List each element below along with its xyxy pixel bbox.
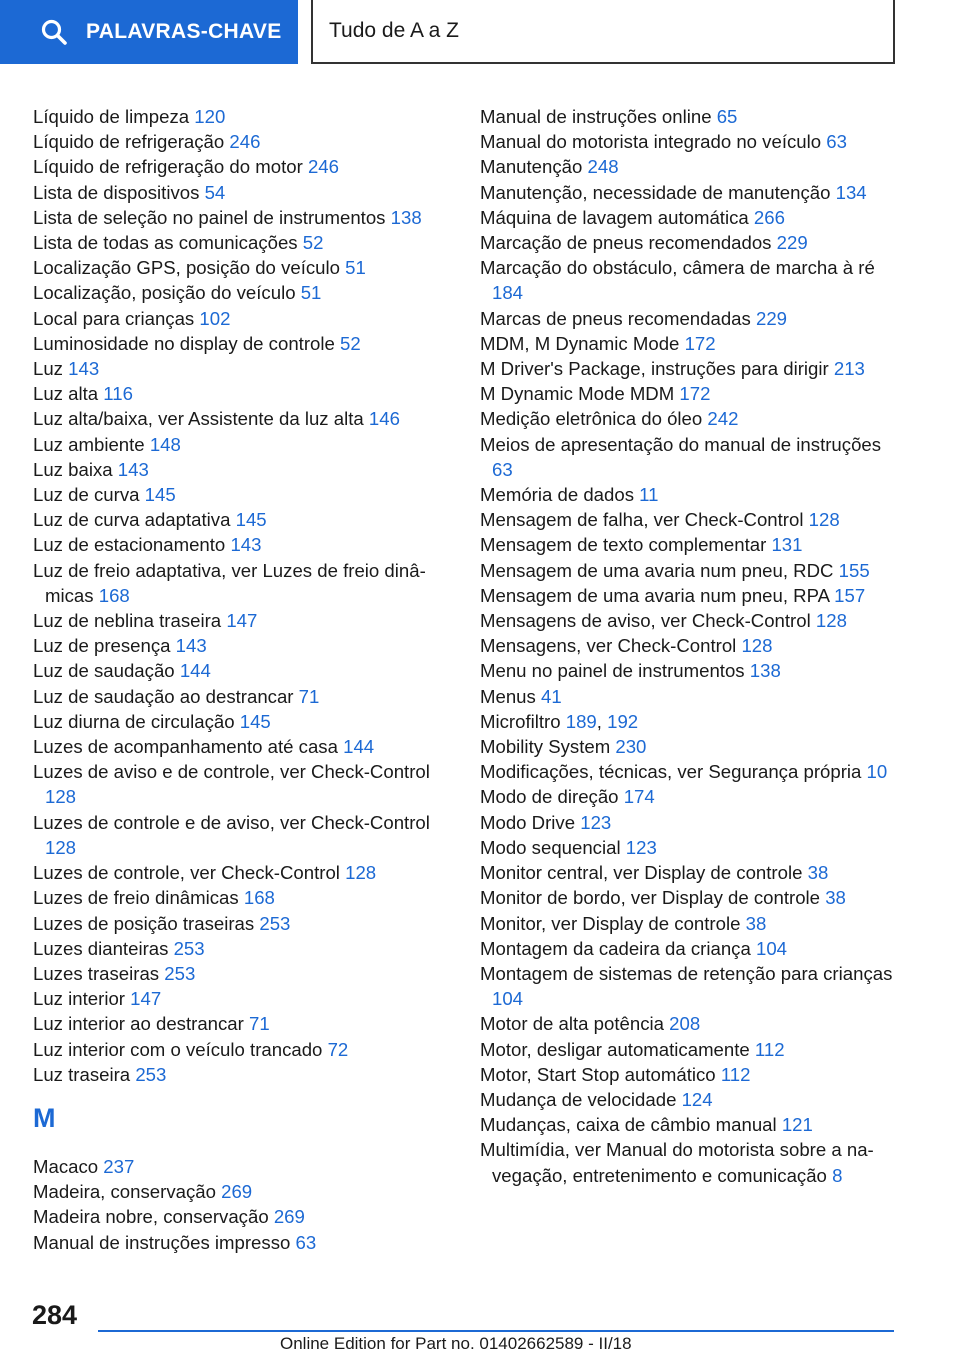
page-link[interactable]: 248 (587, 156, 619, 178)
index-list-m (33, 1154, 453, 1255)
page-link[interactable]: 253 (173, 937, 205, 959)
index-entry (33, 457, 453, 482)
index-entry-term: Luzes de freio dinâmicas (33, 887, 239, 909)
index-entry-term: Motor, Start Stop automático (480, 1063, 716, 1085)
page-link[interactable]: 253 (164, 962, 196, 984)
index-entry (33, 1154, 453, 1179)
index-entry-term: Lista de dispositivos (33, 181, 200, 203)
page-link[interactable]: 172 (679, 383, 711, 405)
index-entry (480, 558, 900, 583)
page-link[interactable]: 38 (745, 912, 767, 934)
page-link[interactable]: 128 (45, 836, 77, 858)
page-link[interactable]: 138 (390, 206, 422, 228)
index-entry (33, 1062, 453, 1087)
page-link[interactable]: 10 (866, 761, 888, 783)
index-entry-term: Localização GPS, posição do veículo (33, 257, 340, 279)
index-entry (33, 205, 453, 230)
page-link[interactable]: 51 (345, 257, 366, 279)
index-entry (480, 633, 900, 658)
index-entry (480, 255, 900, 305)
page-link[interactable]: 229 (755, 307, 788, 329)
index-entry (480, 1112, 900, 1137)
section-letter: M (33, 1102, 56, 1133)
index-entry (480, 154, 900, 179)
page-link[interactable]: 229 (776, 232, 808, 254)
index-entry-term: Manual do motorista integrado no veículo (480, 131, 822, 153)
index-entry (33, 532, 453, 557)
index-entry (33, 356, 453, 381)
index-entry (480, 104, 900, 129)
page-link[interactable]: 52 (302, 232, 324, 254)
index-entry-term: Luz traseira (33, 1063, 131, 1085)
page-number: 284 (32, 1300, 78, 1330)
index-entry-term: Luz de freio adaptativa, ver Luzes de freio dinâmicas (33, 559, 426, 606)
index-entry (480, 810, 900, 835)
index-entry-term: Modo de direção (480, 786, 619, 808)
index-entry-term: Luz de curva adaptativa (33, 509, 231, 531)
page-link[interactable]: 174 (623, 786, 655, 808)
index-entry (33, 406, 453, 431)
index-entry-term: Marcas de pneus recomendadas (480, 307, 751, 329)
footer-edition-text: Online Edition for Part no. 01402662589 - II/18 (280, 1334, 632, 1353)
index-entry (33, 381, 453, 406)
index-entry (33, 558, 453, 608)
index-entry-term: Luz interior ao destrancar (33, 1013, 244, 1035)
index-entry (480, 885, 900, 910)
index-entry (480, 608, 900, 633)
index-entry-term: Luz baixa (33, 458, 113, 480)
index-entry (480, 306, 900, 331)
index-entry-term: Modo sequencial (480, 836, 621, 858)
index-entry (33, 129, 453, 154)
page-link[interactable]: 63 (295, 1231, 317, 1253)
index-entry-term: Líquido de limpeza (33, 106, 190, 127)
index-entry-term: Motor de alta potência (480, 1013, 664, 1035)
index-entry-term: Luz de saudação (33, 660, 175, 682)
index-entry (33, 1179, 453, 1204)
index-entry-term: Manual de instruções impresso (33, 1231, 291, 1253)
index-entry-term: Marcação do obstáculo, câmera de marcha à ré (480, 257, 875, 279)
page-link[interactable]: 184 (492, 282, 524, 304)
index-entry-term: Madeira nobre, conservação (33, 1206, 269, 1228)
index-entry (480, 180, 900, 205)
page-link[interactable]: 253 (259, 912, 291, 934)
index-entry-term: Modificações, técnicas, ver Segurança própria (480, 761, 862, 783)
index-entry (480, 432, 900, 482)
page-link[interactable]: 41 (540, 685, 562, 707)
index-entry-term: Luz diurna de circulação (33, 710, 235, 732)
index-entry-term: Mobility System (480, 736, 611, 758)
page-link[interactable]: 120 (194, 106, 226, 127)
index-entry (480, 961, 900, 1011)
index-entry-term: Monitor central, ver Display de controle (480, 862, 803, 884)
page-link[interactable]: 72 (327, 1038, 349, 1060)
index-entry-term: Luz alta/baixa, ver Assistente da luz alta (33, 408, 364, 430)
tab-bar (0, 0, 960, 66)
page-link[interactable]: 246 (229, 131, 261, 153)
index-entry (480, 532, 900, 557)
index-entry-term: Manutenção (480, 156, 583, 178)
page-link[interactable]: 52 (340, 332, 361, 354)
index-entry-term: Líquido de refrigeração do motor (33, 156, 303, 178)
index-entry (33, 507, 453, 532)
index-entry (480, 1037, 900, 1062)
index-entry (480, 684, 900, 709)
index-entry-term: Medição eletrônica do óleo (480, 408, 703, 430)
page-link[interactable]: 128 (815, 610, 847, 632)
tab-keywords-label: PALAVRAS-CHAVE (86, 20, 282, 43)
index-entry (33, 255, 453, 280)
index-entry (480, 1087, 900, 1112)
index-entry-term: Líquido de refrigeração (33, 131, 225, 153)
page-link[interactable]: 143 (230, 534, 262, 556)
page-link[interactable]: 143 (175, 635, 207, 657)
page-link[interactable]: 112 (720, 1063, 751, 1085)
index-entry: Microfiltro 189, 192 (480, 710, 639, 732)
index-entry (480, 784, 900, 809)
index-entry-term: Monitor, ver Display de controle (480, 912, 741, 934)
page-link[interactable]: 63 (826, 131, 847, 153)
index-entry-term: Luz de estacionamento (33, 534, 226, 556)
index-entry (33, 633, 453, 658)
index-entry (33, 709, 453, 734)
page-link[interactable]: 102 (199, 307, 231, 329)
index-entry (33, 482, 453, 507)
index-entry (33, 936, 453, 961)
index-entry-term: Multimídia, ver Manual do motorista sobre a navegação, entretenimento e comunicação (480, 1139, 874, 1186)
page-link[interactable]: 168 (243, 887, 275, 909)
index-entry (33, 104, 453, 129)
index-entry-term: Memória de dados (480, 484, 634, 506)
page-link[interactable]: 123 (625, 836, 657, 858)
page-link[interactable]: 123 (580, 811, 612, 833)
page-link[interactable]: 230 (615, 736, 647, 758)
index-entry (480, 1137, 900, 1187)
page-link[interactable]: 128 (45, 786, 77, 808)
index-entry (480, 507, 900, 532)
index-entry-term: Luzes de aviso e de controle, ver Check-Control (33, 761, 430, 783)
index-entry-term: Máquina de lavagem automática (480, 206, 749, 228)
index-entry-term: Luz ambiente (33, 433, 145, 455)
page-link[interactable]: 147 (130, 988, 162, 1010)
index-entry (33, 684, 453, 709)
index-entry-term: Localização, posição do veículo (33, 282, 296, 304)
index-entry-term: Manutenção, necessidade de manutenção (480, 181, 831, 203)
page-link[interactable]: 8 (832, 1164, 843, 1186)
index-entry-term: Lista de seleção no painel de instrumentos (33, 206, 386, 228)
tab-keywords[interactable] (0, 0, 298, 64)
page-link[interactable]: 208 (669, 1013, 701, 1035)
index-entry-term: Modo Drive (480, 811, 576, 833)
index-entry-term: Luz de saudação ao destrancar (33, 685, 294, 707)
page-link[interactable]: 112 (754, 1038, 785, 1060)
page-link[interactable]: 134 (835, 181, 867, 203)
page-link[interactable]: 11 (639, 484, 659, 506)
page-link[interactable]: 116 (103, 383, 133, 405)
footer-rule (98, 1330, 894, 1332)
index-entry (33, 180, 453, 205)
page-link[interactable]: 144 (343, 736, 375, 758)
page-link[interactable]: 172 (684, 332, 716, 354)
index-entry (33, 331, 453, 356)
index-entry (33, 885, 453, 910)
page-link[interactable]: 104 (755, 937, 788, 959)
index-entry (33, 1230, 453, 1255)
index-entry (480, 734, 900, 759)
index-entry-term: Menus (480, 685, 536, 707)
index-list-m-continued (480, 104, 900, 1188)
page-link[interactable]: 143 (117, 458, 149, 480)
index-entry-term: Local para crianças (33, 307, 195, 329)
index-entry-term: Montagem de sistemas de retenção para crianças (480, 962, 893, 984)
index-entry-term: M Dynamic Mode MDM (480, 383, 675, 405)
index-entry (33, 1204, 453, 1229)
page-link[interactable]: 189 (565, 710, 597, 732)
page-link[interactable]: 168 (98, 584, 130, 606)
page-link[interactable]: 155 (838, 559, 870, 581)
page-link[interactable]: 128 (741, 635, 773, 657)
index-entry (33, 860, 453, 885)
index-entry-term: Meios de apresentação do manual de instruções (480, 433, 882, 455)
index-entry-term: Microfiltro (480, 710, 561, 732)
index-entry (33, 734, 453, 759)
index-entry (480, 658, 900, 683)
index-entry (33, 1037, 453, 1062)
tab-a-to-z[interactable]: Tudo de A a Z (311, 0, 895, 64)
index-entry (480, 406, 900, 431)
page-link[interactable]: 128 (808, 509, 840, 531)
index-entry-term: Luz interior com o veículo trancado (33, 1038, 323, 1060)
index-entry (480, 860, 900, 885)
index-entry-term: Mensagem de texto complementar (480, 534, 767, 556)
page-link[interactable]: 145 (239, 710, 271, 732)
index-entry (480, 1062, 900, 1087)
index-entry (480, 1011, 900, 1036)
page-link[interactable]: 38 (825, 887, 846, 909)
index-entry-term: Marcação de pneus recomendados (480, 232, 772, 254)
index-entry-term: Luz de neblina traseira (33, 610, 222, 632)
page-link[interactable]: 124 (681, 1088, 713, 1110)
page-link[interactable]: 104 (492, 988, 524, 1010)
page-link[interactable]: 143 (68, 358, 100, 380)
index-entry-term: Mensagem de uma avaria num pneu, RPA (480, 584, 829, 606)
page-link[interactable]: 71 (249, 1013, 270, 1035)
index-entry-term: Madeira, conservação (33, 1181, 216, 1203)
index-entry-term: Monitor de bordo, ver Display de controle (480, 887, 821, 909)
page-link[interactable]: 242 (707, 408, 739, 430)
index-entry (480, 911, 900, 936)
index-entry-term: MDM, M Dynamic Mode (480, 332, 680, 354)
page-link[interactable]: 128 (345, 862, 377, 884)
index-entry-term: Luz interior (33, 988, 125, 1010)
index-entry (33, 608, 453, 633)
index-entry (33, 154, 453, 179)
page-link[interactable]: 146 (368, 408, 400, 430)
page-link[interactable]: 145 (144, 484, 176, 506)
index-entry-term: Mensagens, ver Check-Control (480, 635, 737, 657)
index-entry (480, 331, 900, 356)
index-entry-term: Mudanças, caixa de câmbio manual (480, 1114, 777, 1136)
index-entry (33, 230, 453, 255)
index-entry-term: Luzes de acompanhamento até casa (33, 736, 338, 758)
index-entry (480, 759, 900, 784)
index-entry-term: Luz de curva (33, 484, 140, 506)
index-entry (480, 205, 900, 230)
index-entry-term: Menu no painel de instrumentos (480, 660, 745, 682)
index-entry (480, 583, 900, 608)
page-link[interactable]: 237 (103, 1155, 135, 1177)
page-link[interactable]: 38 (807, 862, 829, 884)
index-list-l (33, 104, 453, 1087)
index-entry-term: Luz (33, 358, 63, 380)
index-entry-term: Mensagens de aviso, ver Check-Control (480, 610, 811, 632)
page-link[interactable]: 266 (753, 206, 785, 228)
page-link[interactable]: 51 (300, 282, 322, 304)
index-entry (480, 835, 900, 860)
page-link[interactable]: 65 (716, 106, 738, 127)
index-entry-term: Luzes de posição traseiras (33, 912, 255, 934)
search-icon (40, 18, 68, 46)
page-link[interactable]: 138 (749, 660, 781, 682)
page-link[interactable]: 147 (226, 610, 258, 632)
index-entry (33, 810, 453, 860)
index-entry (480, 230, 900, 255)
page-link[interactable]: 144 (179, 660, 211, 682)
index-entry (480, 356, 900, 381)
page-link[interactable]: 145 (235, 509, 267, 531)
page-link[interactable]: 148 (149, 433, 181, 455)
index-entry (33, 759, 453, 809)
page-link[interactable]: 121 (781, 1114, 813, 1136)
index-entry (33, 986, 453, 1011)
index-entry-term: Luzes de controle, ver Check-Control (33, 862, 340, 884)
page-link[interactable]: 192 (607, 710, 639, 732)
page-link[interactable]: 54 (204, 181, 226, 203)
page-link[interactable]: 71 (298, 685, 320, 707)
index-entry (480, 129, 900, 154)
page-link[interactable]: 269 (221, 1181, 253, 1203)
index-entry-term: Montagem da cadeira da criança (480, 937, 751, 959)
page-link[interactable]: 269 (273, 1206, 305, 1228)
page-link[interactable]: 246 (307, 156, 339, 178)
page-link[interactable]: 157 (834, 584, 866, 606)
index-entry (33, 961, 453, 986)
index-entry (33, 1011, 453, 1036)
page-link[interactable]: 213 (833, 358, 865, 380)
index-entry-term: Motor, desligar automaticamente (480, 1038, 750, 1060)
index-entry (33, 432, 453, 457)
index-entry (480, 482, 900, 507)
index-column-left (33, 104, 453, 1255)
index-entry (33, 306, 453, 331)
index-entry-term: Manual de instruções online (480, 106, 712, 127)
index-entry-term: Luzes traseiras (33, 962, 160, 984)
index-entry (480, 381, 900, 406)
index-entry-term: Mensagem de falha, ver Check-Control (480, 509, 804, 531)
page-link[interactable]: 131 (771, 534, 803, 556)
page-link[interactable]: 253 (135, 1063, 167, 1085)
index-entry-term: Luminosidade no display de controle (33, 332, 335, 354)
index-entry-term: Macaco (33, 1155, 99, 1177)
index-entry-term: Lista de todas as comunicações (33, 232, 298, 254)
index-entry-term: Luz de presença (33, 635, 171, 657)
index-entry-term: Mudança de velocidade (480, 1088, 677, 1110)
index-entry-term: Luz alta (33, 383, 99, 405)
index-entry (480, 936, 900, 961)
index-entry (33, 280, 453, 305)
index-entry-term: Luzes dianteiras (33, 937, 169, 959)
page-link[interactable]: 63 (492, 458, 513, 480)
index-entry-term: M Driver's Package, instruções para dirigir (480, 358, 829, 380)
index-column-right (480, 104, 900, 1188)
index-entry (33, 658, 453, 683)
index-entry-term: Mensagem de uma avaria num pneu, RDC (480, 559, 834, 581)
index-entry (33, 911, 453, 936)
index-entry-term: Luzes de controle e de aviso, ver Check-Control (33, 811, 430, 833)
